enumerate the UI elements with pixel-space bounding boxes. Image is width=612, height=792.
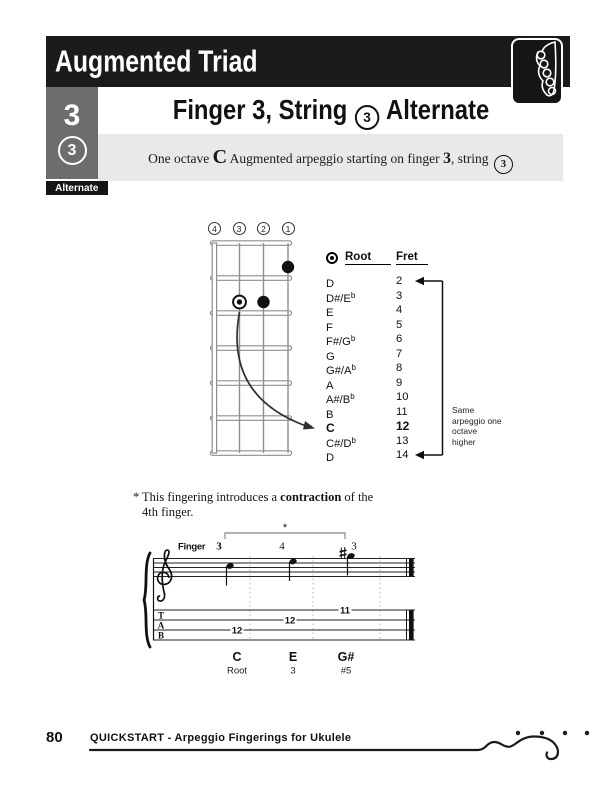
fret-number: 2: [396, 275, 403, 287]
fret-number: 7: [396, 347, 403, 360]
note-base: F#/G: [326, 336, 351, 348]
note-base: D: [326, 452, 335, 464]
tab-fret-2: 12: [284, 615, 296, 627]
footnote-text: [142, 490, 432, 520]
string-number-labels: [208, 222, 298, 235]
root-dot-icon: [233, 296, 246, 309]
tab-clef-a: A: [157, 620, 165, 631]
note-base: C#/D: [326, 437, 352, 450]
fretboard-diagram: [200, 236, 330, 466]
headstock-drawing: [513, 40, 561, 103]
note-base: C: [326, 421, 335, 435]
note-base: F: [326, 321, 333, 334]
fret-number: 13: [396, 434, 409, 447]
fret-number: 11: [396, 405, 408, 418]
finger-number-2: 4: [279, 540, 285, 553]
fret-number: 6: [396, 333, 403, 345]
degree-3: #5: [340, 665, 352, 677]
footnote-text-1: This fingering introduces a: [142, 490, 281, 504]
tab-fret-3: 11: [339, 605, 351, 617]
footnote-text-2: of the: [341, 490, 374, 504]
root-column-header: Root: [345, 251, 391, 265]
footnote: [133, 490, 453, 520]
chapter-title: Augmented Triad: [55, 42, 258, 78]
arrowhead-top: [415, 277, 424, 285]
note-base: A: [326, 379, 334, 392]
doodle-dots: [516, 731, 589, 735]
footnote-line-2: 4th finger.: [142, 505, 194, 519]
string-label-4: 4: [208, 222, 221, 235]
flat-superscript: b: [350, 290, 356, 300]
finger-row-label: Finger: [178, 541, 206, 553]
finger-number-3: 3: [351, 540, 357, 553]
tab-clef-b: B: [157, 630, 165, 641]
fret-column-header: Fret: [396, 251, 428, 265]
degree-1: Root: [226, 665, 248, 677]
description-text-2: Augmented arpeggio starting on finger: [227, 151, 443, 166]
sidebar-finger-string-box: [46, 87, 98, 179]
degree-2: 3: [290, 665, 296, 677]
flat-superscript: b: [350, 392, 355, 401]
note-name-3: G#: [337, 650, 355, 664]
note-base: E: [326, 307, 334, 319]
fret-number: 5: [396, 318, 403, 331]
alignment-dotted-lines: [250, 556, 380, 640]
string-label-2: 2: [257, 222, 270, 235]
note-e: [289, 558, 298, 581]
page-number: 80: [46, 729, 63, 746]
note-c: [226, 562, 235, 585]
root-symbol-icon: [326, 252, 338, 264]
page-title: [98, 96, 564, 130]
footer-rule-and-ukulele-doodle: [86, 708, 596, 768]
note-base: D: [326, 278, 335, 290]
note-name-1: C: [232, 650, 242, 664]
ukulele-body-doodle: [90, 737, 558, 760]
note-base: G: [326, 350, 335, 363]
treble-clef-icon: [158, 550, 172, 601]
sharp-accidental-icon: [340, 547, 347, 559]
octave-side-note: Same arpeggio one octave higher: [452, 405, 502, 447]
alternate-tag: [46, 181, 108, 195]
arrowhead-bottom: [415, 451, 424, 459]
root-fret-table-header: [326, 251, 466, 269]
fret-number: 9: [396, 376, 403, 389]
notation-system: [140, 520, 432, 682]
fret-lines: [211, 241, 292, 455]
bracket-asterisk: *: [282, 522, 288, 534]
book-title: QUICKSTART - Arpeggio Fingerings for Ukulele: [90, 732, 352, 744]
sidebar-finger-number: 3: [63, 99, 81, 132]
finger-dot-string1: [282, 261, 294, 273]
circled-string-number: 3: [355, 105, 379, 130]
footnote-marker: *: [133, 490, 140, 504]
flat-superscript: b: [350, 334, 356, 343]
root-to-table-arrow: [237, 312, 315, 430]
tab-fret-1: 12: [231, 625, 243, 637]
chapter-banner: [46, 36, 570, 87]
note-name-2: E: [288, 650, 298, 664]
fret-number: 14: [396, 449, 409, 461]
fret-number: 10: [396, 391, 409, 403]
chord-letter: C: [212, 146, 228, 168]
finger-dot-string2: [257, 296, 269, 308]
flat-superscript: b: [351, 435, 356, 445]
note-base: G#/A: [326, 365, 352, 377]
system-brace: [144, 553, 150, 647]
description-string-number: 3: [494, 155, 513, 174]
footnote-bold-word: contraction: [280, 490, 342, 504]
description-bar: [98, 134, 563, 181]
note-name: [326, 452, 334, 464]
description-text-1: One octave: [148, 151, 213, 166]
note-base: D#/E: [326, 292, 351, 305]
ukulele-headstock-icon: [511, 38, 563, 105]
finger-number-1: 3: [216, 540, 222, 553]
fret-number: 12: [396, 419, 410, 433]
fret-number: 3: [396, 289, 403, 302]
description-finger-number: 3: [442, 150, 451, 167]
note-base: A#/B: [326, 394, 351, 406]
page-title-text-1: Finger 3, String: [172, 94, 348, 125]
fret-number: 4: [396, 304, 403, 316]
sidebar-string-number: 3: [58, 136, 87, 165]
note-base: B: [326, 408, 334, 421]
string-label-3: 3: [233, 222, 246, 235]
string-label-1: 1: [282, 222, 295, 235]
fret-number: 8: [396, 362, 403, 374]
treble-staff-lines: [153, 559, 415, 577]
alternate-tag-label: Alternate: [55, 182, 99, 194]
description-text-3: , string: [450, 151, 492, 166]
final-barline: [407, 559, 414, 641]
page-title-text-2: Alternate: [386, 94, 490, 125]
tab-clef-t: T: [157, 610, 165, 621]
flat-superscript: b: [351, 363, 356, 372]
